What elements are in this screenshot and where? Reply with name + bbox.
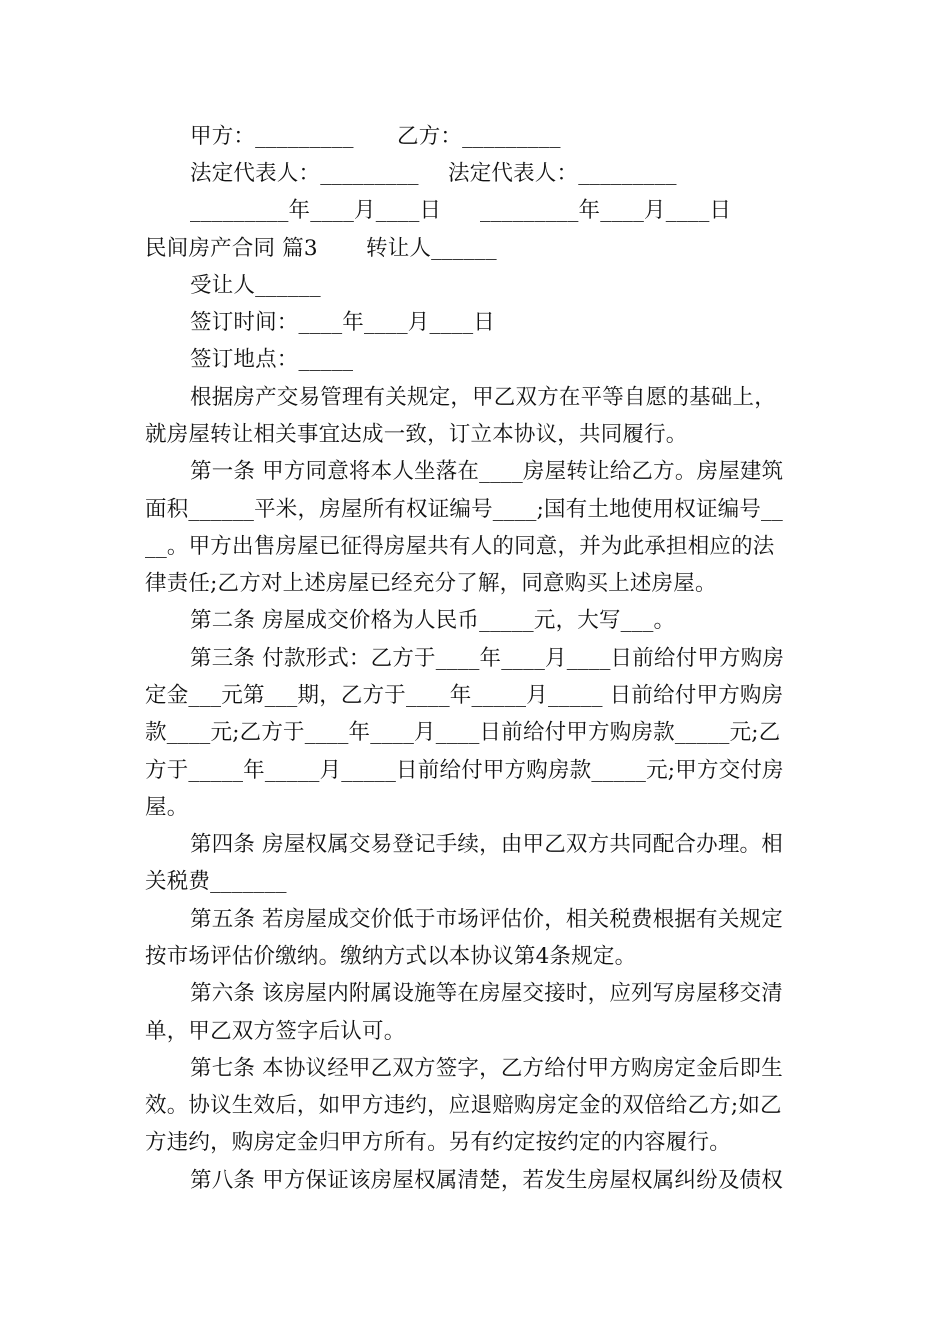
text-line-art7-3: 方违约，购房定金归甲方所有。另有约定按约定的内容履行。 bbox=[145, 1130, 731, 1155]
text-line-sign-time: 签订时间：____年____月____日 bbox=[190, 310, 496, 335]
text-line-intro-1: 根据房产交易管理有关规定，甲乙双方在平等自愿的基础上， bbox=[190, 385, 776, 410]
text-line-art2-1: 第二条 房屋成交价格为人民币_____元，大写___。 bbox=[190, 608, 676, 633]
text-line-art5-1: 第五条 若房屋成交价低于市场评估价，相关税费根据有关规定 bbox=[190, 907, 783, 932]
text-line-art3-3: 款____元;乙方于____年____月____日前给付甲方购房款_____元;乙 bbox=[145, 720, 781, 745]
text-line-art4-1: 第四条 房屋权属交易登记手续，由甲乙双方共同配合办理。相 bbox=[190, 832, 783, 857]
text-line-art1-4: 律责任;乙方对上述房屋已经充分了解，同意购买上述房屋。 bbox=[145, 571, 717, 596]
text-line-art3-1: 第三条 付款形式：乙方于____年____月____日前给付甲方购房 bbox=[190, 646, 785, 671]
text-line-art7-1: 第七条 本协议经甲乙双方签字，乙方给付甲方购房定金后即生 bbox=[190, 1056, 783, 1081]
text-line-art1-3: __。甲方出售房屋已征得房屋共有人的同意，并为此承担相应的法 bbox=[145, 534, 775, 559]
text-line-art1-2: 面积______平米，房屋所有权证编号____;国有土地使用权证编号__ bbox=[145, 497, 783, 522]
text-line-art8-1: 第八条 甲方保证该房屋权属清楚，若发生房屋权属纠纷及债权 bbox=[190, 1168, 783, 1193]
text-line-art7-2: 效。协议生效后，如甲方违约，应退赔购房定金的双倍给乙方;如乙 bbox=[145, 1093, 782, 1118]
text-line-sig-party-b: 乙方：_________ bbox=[397, 124, 561, 149]
text-line-art6-1: 第六条 该房屋内附属设施等在房屋交接时，应列写房屋移交清 bbox=[190, 981, 783, 1006]
text-line-date-b: _________年____月____日 bbox=[480, 198, 732, 223]
text-line-art6-2: 单，甲乙双方签字后认可。 bbox=[145, 1019, 406, 1044]
text-line-art5-2: 按市场评估价缴纳。缴纳方式以本协议第4条规定。 bbox=[145, 944, 637, 969]
text-line-intro-2: 就房屋转让相关事宜达成一致，订立本协议，共同履行。 bbox=[145, 422, 688, 447]
text-line-legal-rep-a: 法定代表人：_________ bbox=[190, 161, 419, 186]
text-line-sig-party-a: 甲方：_________ bbox=[190, 124, 354, 149]
text-line-section-title: 民间房产合同 篇3 bbox=[145, 236, 318, 261]
text-line-art4-2: 关税费_______ bbox=[145, 869, 287, 894]
text-line-transferee: 受让人______ bbox=[190, 273, 321, 298]
text-line-art3-5: 屋。 bbox=[145, 795, 189, 820]
text-line-date-a: _________年____月____日 bbox=[190, 198, 442, 223]
text-line-art3-2: 定金___元第___期，乙方于____年_____月_____ 日前给付甲方购房 bbox=[145, 683, 784, 708]
text-line-art3-4: 方于_____年_____月_____日前给付甲方购房款_____元;甲方交付房 bbox=[145, 758, 784, 783]
text-line-transferor: 转让人______ bbox=[366, 236, 497, 261]
text-line-art1-1: 第一条 甲方同意将本人坐落在____房屋转让给乙方。房屋建筑 bbox=[190, 459, 784, 484]
text-line-sign-place: 签订地点：_____ bbox=[190, 347, 354, 372]
text-line-legal-rep-b: 法定代表人：_________ bbox=[448, 161, 677, 186]
